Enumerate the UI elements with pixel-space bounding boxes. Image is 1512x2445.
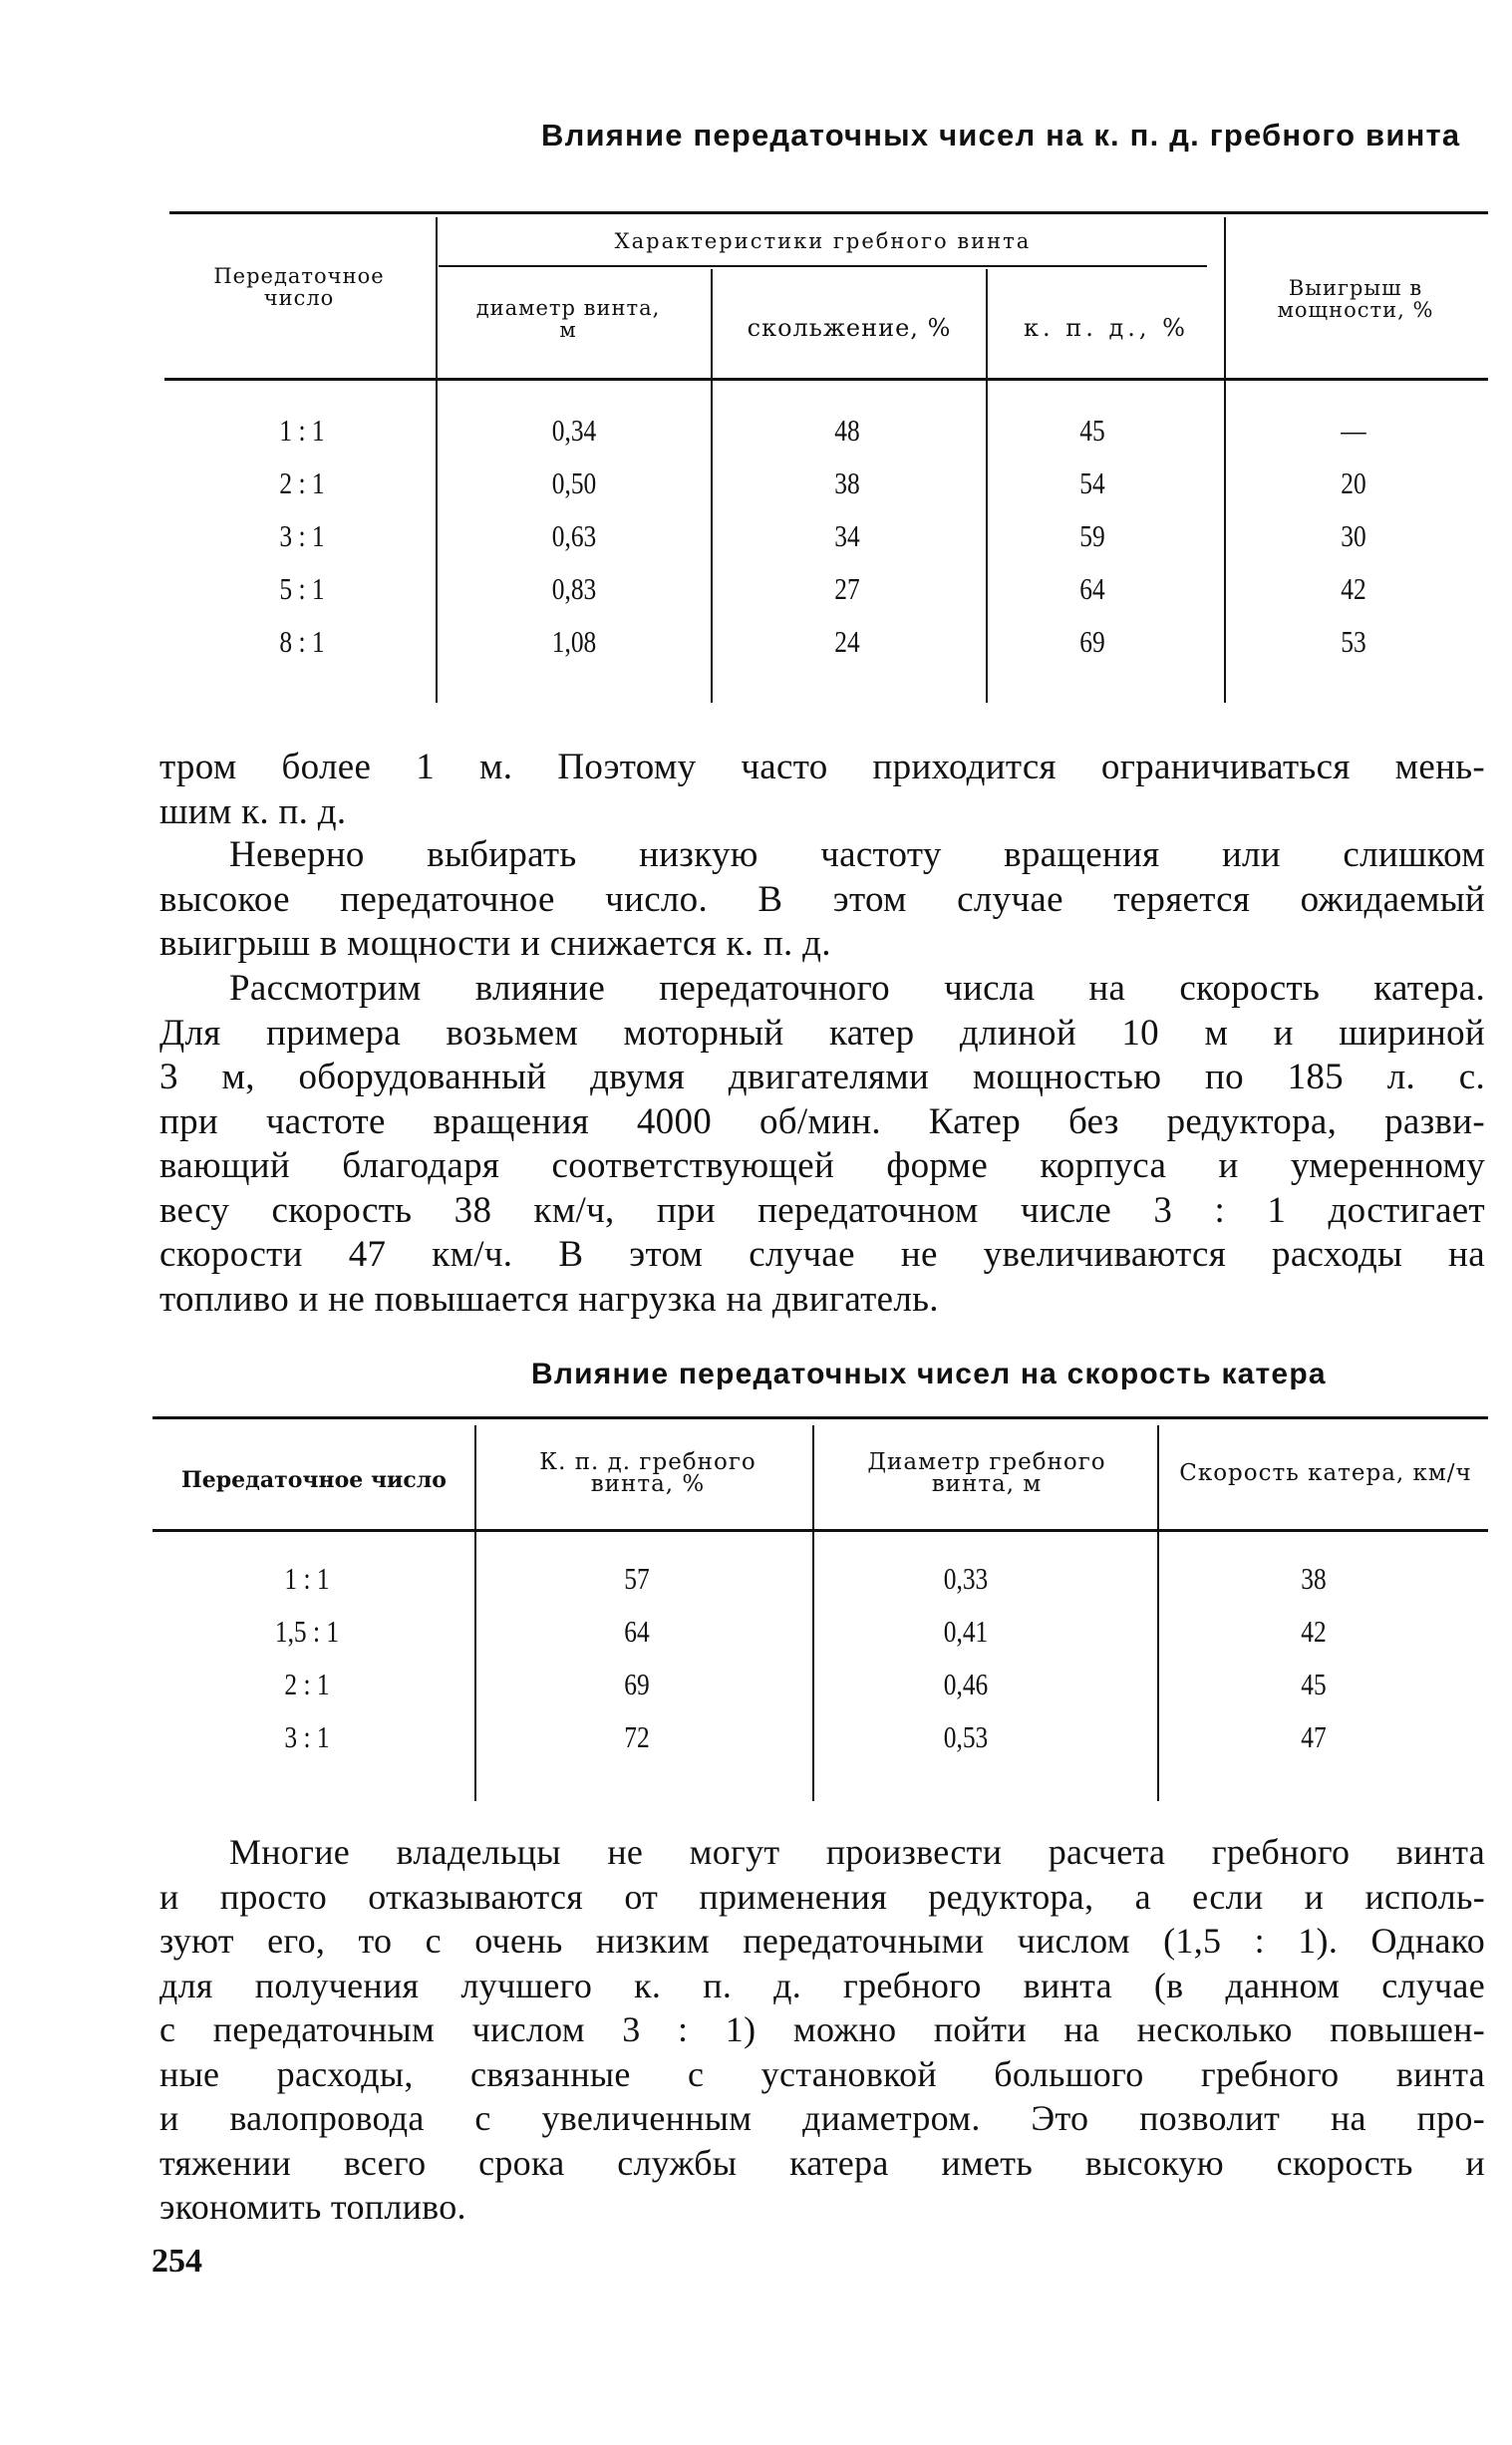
table1-col-divider bbox=[1224, 217, 1226, 703]
paragraph-3 bbox=[159, 967, 1485, 1322]
table2-top-rule bbox=[152, 1416, 1488, 1419]
table2-header-rule bbox=[152, 1529, 1488, 1532]
table-cell-speed: 47 bbox=[1301, 1719, 1327, 1754]
text-line: шим к. п. д. bbox=[159, 790, 347, 832]
table-cell-power_gain: 53 bbox=[1341, 624, 1366, 659]
text-line: топливо и не повышается нагрузка на двигатель. bbox=[159, 1278, 939, 1320]
text-line: при частоте вращения 4000 об/мин. Катер без редуктора, разви- bbox=[159, 1100, 1485, 1142]
table-cell-diameter: 0,63 bbox=[551, 518, 597, 553]
table-cell-ratio: 5 : 1 bbox=[279, 571, 325, 606]
text-line: тром более 1 м. Поэтому часто приходится ограничиваться мень- bbox=[159, 747, 1485, 787]
table-cell-slip: 48 bbox=[834, 413, 860, 448]
table-cell-efficiency: 45 bbox=[1079, 413, 1105, 448]
table-cell-speed: 42 bbox=[1301, 1614, 1327, 1649]
table-cell-slip: 24 bbox=[834, 624, 860, 659]
text-line: Многие владельцы не могут произвести расчета гребного винта bbox=[229, 1832, 1485, 1872]
table-cell-diameter: 0,83 bbox=[551, 571, 597, 606]
table-cell-efficiency: 57 bbox=[624, 1561, 650, 1596]
table-cell-efficiency: 64 bbox=[624, 1614, 650, 1649]
page-number: 254 bbox=[151, 2243, 202, 2280]
text-line: и просто отказываются от применения редуктора, а если и исполь- bbox=[159, 1876, 1485, 1917]
table2-col-divider bbox=[1157, 1425, 1159, 1801]
paragraph-2 bbox=[159, 833, 1485, 967]
table1-header-group: Характеристики гребного винта bbox=[614, 229, 1032, 253]
table2-header-diameter: Диаметр гребного винта, м bbox=[867, 1449, 1106, 1497]
table-cell-ratio: 2 : 1 bbox=[279, 465, 325, 500]
table1-col-divider bbox=[711, 269, 713, 703]
table-cell-ratio: 3 : 1 bbox=[279, 518, 325, 553]
table-cell-diameter: 0,50 bbox=[551, 465, 597, 500]
table2-col-divider bbox=[474, 1425, 476, 1801]
text-line: 3 м, оборудованный двумя двигателями мощностью по 185 л. с. bbox=[159, 1057, 1485, 1097]
table1-header-efficiency: к. п. д., % bbox=[1024, 314, 1189, 342]
table2-header-speed: Скорость катера, км/ч bbox=[1179, 1460, 1472, 1486]
table-cell-ratio: 1,5 : 1 bbox=[274, 1614, 340, 1649]
table-cell-diameter: 0,53 bbox=[943, 1719, 989, 1754]
table-cell-efficiency: 64 bbox=[1079, 571, 1105, 606]
text-line: тяжении всего срока службы катера иметь высокую скорость и bbox=[159, 2142, 1485, 2183]
table-cell-ratio: 2 : 1 bbox=[284, 1667, 330, 1701]
text-line: весу скорость 38 км/ч, при передаточном числе 3 : 1 достигает bbox=[159, 1189, 1485, 1231]
paragraph-4 bbox=[159, 1830, 1485, 2230]
table2-caption: Влияние передаточных чисел на скорость катера bbox=[531, 1358, 1327, 1390]
table-cell-efficiency: 72 bbox=[624, 1719, 650, 1754]
table2-col-divider bbox=[812, 1425, 814, 1801]
text-line: и валопровода с увеличенным диаметром. Это позволит на про- bbox=[159, 2098, 1485, 2138]
text-line: Неверно выбирать низкую частоту вращения или слишком bbox=[229, 834, 1485, 875]
text-line: высокое передаточное число. В этом случае теряется ожидаемый bbox=[159, 878, 1485, 920]
table-cell-diameter: 0,46 bbox=[943, 1667, 989, 1701]
text-line: выигрыш в мощности и снижается к. п. д. bbox=[159, 923, 831, 964]
table-cell-ratio: 1 : 1 bbox=[279, 413, 325, 448]
table-cell-diameter: 0,33 bbox=[943, 1561, 989, 1596]
table-cell-efficiency: 69 bbox=[624, 1667, 650, 1701]
text-line: ные расходы, связанные с установкой большого гребного винта bbox=[159, 2053, 1485, 2094]
text-line: для получения лучшего к. п. д. гребного винта (в данном случае bbox=[159, 1965, 1485, 2005]
table-cell-diameter: 0,41 bbox=[943, 1614, 989, 1649]
text-line: экономить топливо. bbox=[159, 2187, 466, 2227]
table-cell-power_gain: 30 bbox=[1341, 518, 1366, 553]
table-cell-slip: 38 bbox=[834, 465, 860, 500]
table1-header-rule bbox=[164, 378, 1488, 381]
table-cell-power_gain: 20 bbox=[1341, 465, 1366, 500]
table-cell-efficiency: 69 bbox=[1079, 624, 1105, 659]
text-line: с передаточным числом 3 : 1) можно пойти на несколько повышен- bbox=[159, 2009, 1485, 2049]
table-cell-efficiency: 54 bbox=[1079, 465, 1105, 500]
table-cell-diameter: 0,34 bbox=[551, 413, 597, 448]
table-cell-power_gain: — bbox=[1341, 413, 1366, 448]
table1-caption: Влияние передаточных чисел на к. п. д. гребного винта bbox=[541, 118, 1461, 153]
table1-header-slip: скольжение, % bbox=[747, 314, 952, 342]
table1-group-rule bbox=[439, 265, 1207, 267]
paragraph-1 bbox=[159, 746, 1485, 834]
text-line: Рассмотрим влияние передаточного числа на скорость катера. bbox=[229, 968, 1485, 1009]
table-cell-ratio: 3 : 1 bbox=[284, 1719, 330, 1754]
text-line: Для примера возьмем моторный катер длиной 10 м и шириной bbox=[159, 1012, 1485, 1054]
table-cell-slip: 27 bbox=[834, 571, 860, 606]
table1-header-power-gain: Выигрыш в мощности, % bbox=[1277, 276, 1434, 322]
table2-header-ratio: Передаточное число bbox=[181, 1467, 447, 1493]
table1-col-divider bbox=[986, 269, 988, 703]
text-line: зуют его, то с очень низким передаточными числом (1,5 : 1). Однако bbox=[159, 1921, 1485, 1961]
table1-header-diameter: диаметр винта, м bbox=[475, 296, 661, 342]
table1-header-ratio: Передаточное число bbox=[213, 264, 385, 310]
table-cell-ratio: 1 : 1 bbox=[284, 1561, 330, 1596]
text-line: скорости 47 км/ч. В этом случае не увеличиваются расходы на bbox=[159, 1234, 1485, 1275]
text-line: вающий благодаря соответствующей форме корпуса и умеренному bbox=[159, 1145, 1485, 1186]
table-cell-efficiency: 59 bbox=[1079, 518, 1105, 553]
table-cell-speed: 38 bbox=[1301, 1561, 1327, 1596]
table-cell-power_gain: 42 bbox=[1341, 571, 1366, 606]
table2-header-efficiency: К. п. д. гребного винта, % bbox=[539, 1449, 756, 1497]
table-cell-slip: 34 bbox=[834, 518, 860, 553]
table-cell-speed: 45 bbox=[1301, 1667, 1327, 1701]
table1-top-rule bbox=[169, 211, 1488, 214]
table1-col-divider bbox=[436, 217, 438, 703]
table-cell-diameter: 1,08 bbox=[551, 624, 597, 659]
table-cell-ratio: 8 : 1 bbox=[279, 624, 325, 659]
